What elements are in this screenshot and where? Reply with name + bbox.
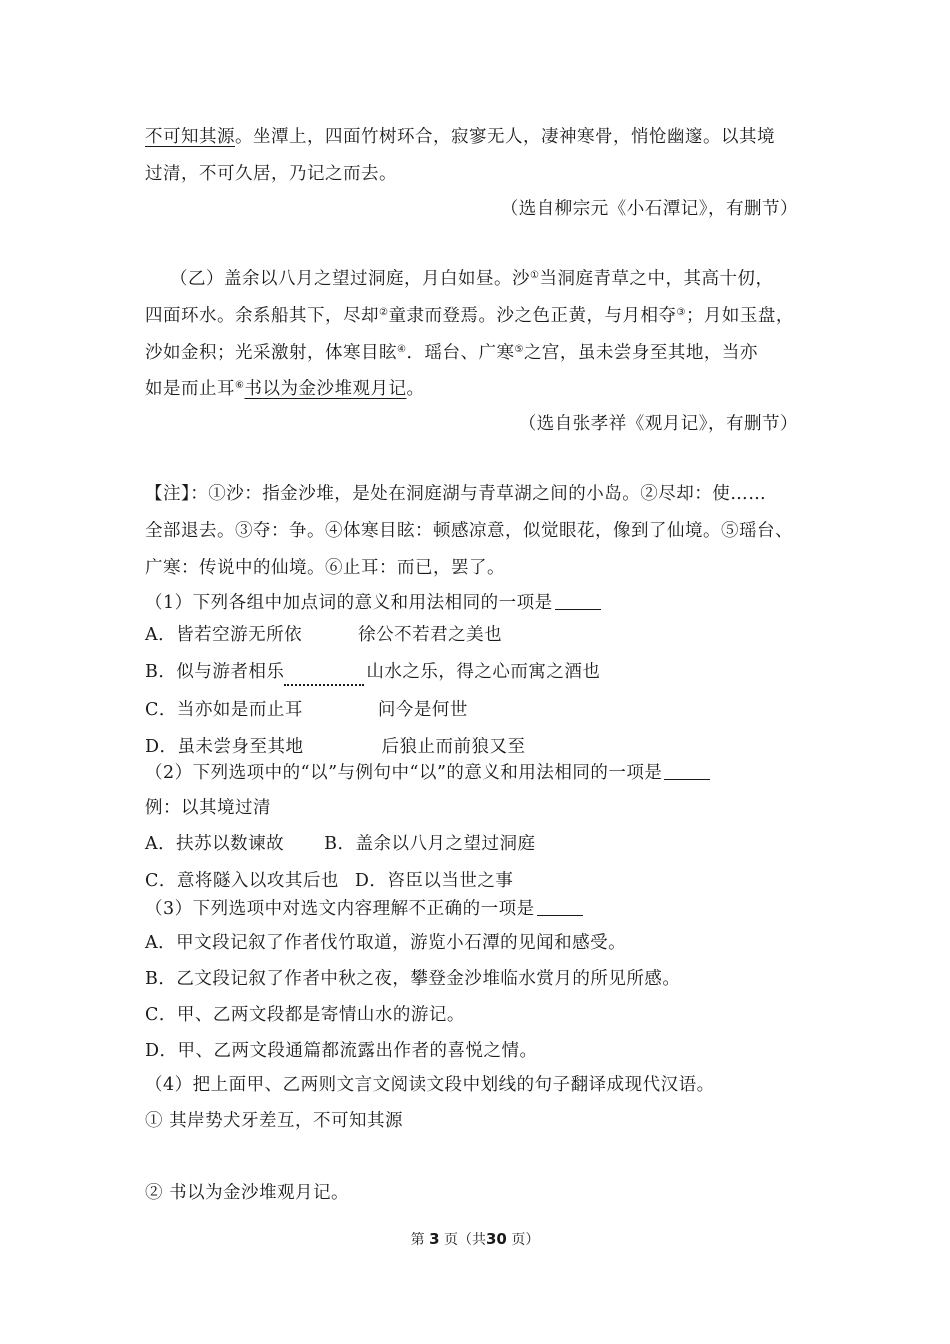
passage-b-line-3: 沙如金积；光采激射，体寒目眩④．瑶台、广寒⑤之宫，虽未尝身至其地，当亦	[145, 343, 758, 363]
q3-stem: （3）下列选项中对选文内容理解不正确的一项是	[145, 898, 583, 920]
page-total: 30	[486, 1230, 507, 1248]
q3-option-a: A．甲文段记叙了作者伐竹取道，游览小石潭的见闻和感受。	[145, 933, 627, 953]
passage-b-line-4: 如是而止耳⑥书以为金沙堆观月记。	[145, 379, 425, 399]
dotted-emphasis-mark	[284, 669, 364, 686]
q3-option-c: C．甲、乙两文段都是寄情山水的游记。	[145, 1005, 465, 1025]
page-number: 3	[429, 1230, 440, 1248]
q2-stem: （2）下列选项中的“以”与例句中“以”的意义和用法相同的一项是	[145, 762, 710, 784]
passage-a-line-1: 不可知其源。坐潭上，四面竹树环合，寂寥无人，凄神寒骨，悄怆幽邃。以其境	[145, 127, 775, 147]
passage-a-line-2: 过清，不可久居，乃记之而去。	[145, 164, 397, 184]
q1-stem: （1）下列各组中加点词的意义和用法相同的一项是	[145, 592, 601, 614]
q2-options-cd: C．意将隧入以攻其后也 D．咨臣以当世之事	[145, 871, 514, 891]
notes-line-3: 广寒：传说中的仙境。⑥止耳：而已，罢了。	[145, 558, 505, 578]
q1-option-b: B．似与游者相乐 山水之乐，得之心而寓之酒也	[145, 661, 600, 686]
passage-b-line-2: 四面环水。余系船其下，尽却②童隶而登焉。沙之色正黄，与月相夺③；月如玉盘，	[145, 306, 794, 326]
q1-option-d: D．虽未尝身至其地 后狼止而前狼又至	[145, 737, 526, 757]
q4-item-2: ② 书以为金沙堆观月记。	[145, 1183, 350, 1203]
underlined-sentence-b: 书以为金沙堆观月记	[244, 379, 407, 399]
q3-option-d: D．甲、乙两文段通篇都流露出作者的喜悦之情。	[145, 1041, 538, 1061]
q4-item-1: ① 其岸势犬牙差互，不可知其源	[145, 1111, 404, 1131]
q2-example: 例：以其境过清	[145, 798, 271, 818]
page-footer: 第 3 页（共30 页）	[410, 1230, 540, 1248]
notes-line-2: 全部退去。③夺：争。④体寒目眩：顿感凉意，似觉眼花，像到了仙境。⑤瑶台、	[145, 521, 793, 541]
q1-option-a: A．皆若空游无所依 徐公不若君之美也	[145, 625, 503, 645]
q4-stem: （4）把上面甲、乙两则文言文阅读文段中划线的句子翻译成现代汉语。	[145, 1075, 715, 1095]
answer-blank	[555, 594, 601, 610]
passage-b-source: （选自张孝祥《观月记》，有删节）	[518, 414, 798, 434]
q2-options-ab: A．扶苏以数谏故 B．盖余以八月之望过洞庭	[145, 834, 536, 854]
q1-option-c: C．当亦如是而止耳 问今是何世	[145, 700, 468, 720]
underlined-sentence-a: 不可知其源	[145, 127, 235, 147]
answer-blank	[537, 900, 583, 916]
passage-b-line-1: （乙）盖余以八月之望过洞庭，月白如昼。沙①当洞庭青草之中，其高十仞，	[170, 269, 774, 289]
q3-option-b: B．乙文段记叙了作者中秋之夜，攀登金沙堆临水赏月的所见所感。	[145, 969, 681, 989]
notes-line-1: 【注】：①沙：指金沙堆，是处在洞庭湖与青草湖之间的小岛。②尽却：使……	[145, 484, 767, 504]
passage-a-source: （选自柳宗元《小石潭记》，有删节）	[500, 199, 798, 219]
answer-blank	[664, 764, 710, 780]
